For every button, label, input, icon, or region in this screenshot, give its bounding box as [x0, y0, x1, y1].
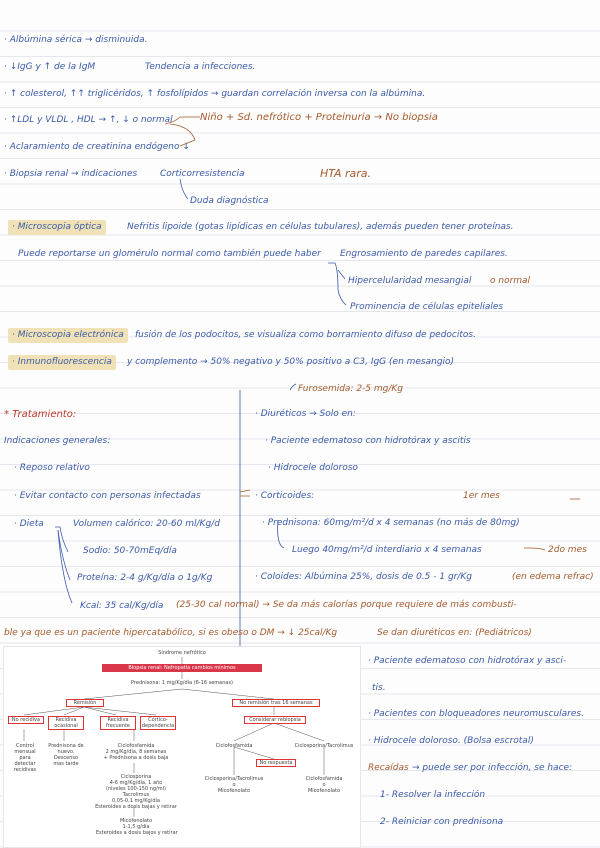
fc-remision: Remisión	[66, 699, 104, 707]
right-bloqueadores-note: · Pacientes con bloqueadores neuromusculares.	[368, 709, 584, 719]
fc-ciclosporina-b: Ciclosporina/Tacrolimus	[294, 743, 354, 749]
fc-ciclosporina-a: Ciclosporina 4-6 mg/Kg/día, 1 año (niveles 100-150 ng/ml) Tacrolimus 0,05-0,1 mg/Kg/día Esteroides a dosis bajas y retirar	[95, 774, 177, 810]
engrosamiento-note: Engrosamiento de paredes capilares.	[340, 249, 508, 259]
tratamiento-heading: * Tratamiento:	[4, 409, 77, 420]
diuretico-paciente-note: · Paciente edematoso con hidrotórax y ascitis	[265, 436, 471, 446]
luego-note: Luego 40mg/m²/d interdiario x 4 semanas	[292, 545, 482, 555]
fc-no-recidiva: No recidiva	[8, 716, 44, 724]
inmunofluorescencia-label: · Inmunofluorescencia	[8, 355, 116, 370]
microscopia-electronica-text: fusión de los podocitos, se visualiza como borramiento difuso de pedocitos.	[135, 330, 476, 340]
paso-2-note: 2- Reiniciar con prednisona	[380, 817, 504, 827]
microscopia-optica-text: Nefritis lipoide (gotas lipídicas en células tubulares), además pueden tener proteínas.	[127, 222, 514, 232]
hta-note: HTA rara.	[320, 167, 372, 180]
diuretico-hidrocele-note: · Hidrocele doloroso	[268, 463, 358, 473]
corticoides-heading: · Corticoides:	[255, 491, 315, 501]
fc-ciclofosfamida-a: Ciclofosfamida 2 mg/Kg/día, 8 semanas + Prednisona a dosis baja	[103, 743, 169, 761]
right-hidrocele-note: · Hidrocele doloroso. (Bolsa escrotal)	[368, 736, 534, 746]
inmunofluorescencia-text: y complemento → 50% negativo y 50% positivo a C3, IgG (en mesangio)	[127, 357, 455, 367]
evitar-note: · Evitar contacto con personas infectadas	[14, 491, 201, 501]
fc-no-remision: No remisión tras 16 semanas	[232, 699, 320, 707]
fc-cic-tac-mic: Ciclosporina/Tacrolimus o Micofenolato	[204, 776, 264, 794]
kcal-note: Kcal: 35 cal/Kg/día	[80, 601, 164, 611]
hipercelularidad-note: Hipercelularidad mesangial	[348, 276, 472, 286]
furosemida-note: Furosemida: 2-5 mg/Kg	[298, 384, 404, 394]
fc-control: Control mensual para detectar recidivas	[13, 743, 37, 773]
fc-pred-nuevo: Prednisona de nuevo. Descenso mas tarde	[48, 743, 84, 767]
volumen-note: Volumen calórico: 20-60 ml/Kg/d	[73, 519, 220, 529]
ble-note: ble ya que es un paciente hipercatabólico, si es obeso o DM → ↓ 25cal/Kg	[4, 628, 338, 638]
fc-cortico-dependencia: Córtico-dependencia	[141, 717, 175, 729]
fc-recidiva-frecuente: Recidiva frecuente	[100, 716, 136, 730]
recaidas-text: → puede ser por infección, se hace:	[412, 763, 573, 773]
fc-micofenolato-a: Micofenolato 1-1,5 g/día Esteroides a dosis bajos y retirar	[96, 818, 178, 836]
colesterol-note: · ↑ colesterol, ↑↑ triglicéridos, ↑ fosfolípidos → guardan correlación inversa con la albúmina.	[4, 89, 426, 99]
segundo-mes-note: 2do mes	[548, 545, 587, 555]
biopsia-note: · Biopsia renal → indicaciones	[4, 169, 138, 179]
diureticos-note: · Diuréticos → Solo en:	[255, 409, 356, 419]
right-paciente-note-2: tis.	[372, 683, 386, 693]
fc-title: Síndrome nefrótico	[158, 650, 206, 656]
dieta-note: · Dieta	[14, 519, 44, 529]
albumina-note: · Albúmina sérica → disminuida.	[4, 35, 148, 45]
fc-considerar: Considerar rebiopsia	[244, 716, 306, 724]
fc-ciclofosfamida-b: Ciclofosfamida	[215, 743, 253, 749]
microscopia-electronica-label: · Microscopia electrónica	[8, 328, 128, 343]
duda-note: Duda diagnóstica	[190, 196, 269, 206]
kcal-brown-note: (25-30 cal normal) → Se da más calorías porque requiere de más combusti-	[176, 600, 517, 610]
se-dan-note: Se dan diuréticos en: (Pediátricos)	[377, 628, 532, 638]
reposo-note: · Reposo relativo	[14, 463, 90, 473]
recaidas-label: Recaídas	[368, 763, 409, 773]
prednisona-note: · Prednisona: 60mg/m²/d x 4 semanas (no más de 80mg)	[262, 518, 520, 528]
fc-recidiva-ocasional: Recidiva ocasional	[48, 716, 84, 730]
ldl-note: · ↑LDL y VLDL , HDL → ↑, ↓ o normal	[4, 115, 173, 125]
nino-note: Niño + Sd. nefrótico + Proteinuria → No biopsia	[200, 112, 438, 123]
prominencia-note: Prominencia de células epiteliales	[350, 302, 504, 312]
fc-biopsy: Biopsia renal: Nefropatía cambios mínimos	[102, 664, 262, 672]
microscopia-optica-label: · Microscopia óptica	[8, 220, 106, 235]
paso-1-note: 1- Resolver la infección	[380, 790, 486, 800]
corticorresistencia-note: Corticorresistencia	[160, 169, 245, 179]
right-paciente-note-1: · Paciente edematoso con hidrotórax y asci-	[368, 656, 567, 666]
fc-ciclo-mic: Ciclofosfamida o Micofenolato	[305, 776, 343, 794]
coloides-note: · Coloides: Albúmina 25%, dosis de 0.5 - 1 gr/Kg	[255, 572, 472, 582]
glomerulo-note: Puede reportarse un glomérulo normal como también puede haber	[18, 249, 321, 259]
coloides-tail: (en edema refrac)	[512, 572, 594, 582]
sodio-note: Sodio: 50-70mEq/día	[83, 546, 177, 556]
flowchart-figure	[3, 646, 361, 848]
fc-no-respuesta: No respuesta	[256, 759, 296, 767]
hipercelularidad-tail: o normal	[490, 276, 531, 286]
igg-note: · ↓IgG y ↑ de la IgM	[4, 62, 96, 72]
igg-tail: Tendencia a infecciones.	[145, 62, 256, 72]
proteina-note: Proteína: 2-4 g/Kg/día o 1g/Kg	[77, 573, 213, 583]
aclaramiento-note: · Aclaramiento de creatinina endógeno ↓	[4, 142, 190, 152]
primer-mes-note: 1er mes	[463, 491, 500, 501]
fc-pred: Prednisona: 1 mg/Kg/día (6-16 semanas)	[131, 680, 233, 686]
indicaciones-heading: Indicaciones generales:	[4, 436, 111, 446]
